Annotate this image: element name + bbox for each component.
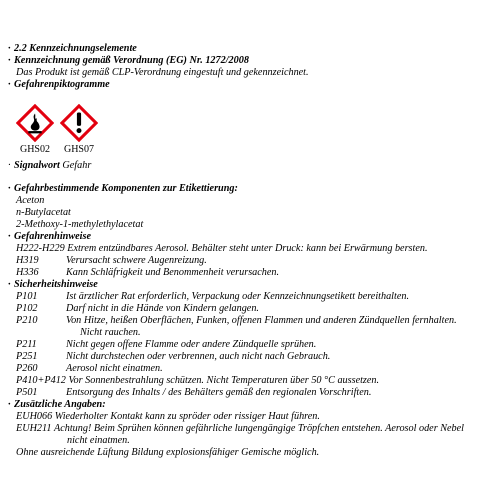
safety-item: P501 Entsorgung des Inhalts / des Behälters gemäß den regionalen Vorschriften.	[16, 387, 372, 398]
pictograms-heading: · Gefahrenpiktogramme	[8, 79, 110, 90]
exclamation-icon	[60, 104, 98, 142]
flame-icon	[16, 104, 54, 142]
components-section	[8, 183, 492, 459]
additional-footer: Ohne ausreichende Lüftung Bildung explosionsfähiger Gemische möglich.	[16, 447, 320, 458]
component-item: Aceton	[16, 195, 45, 206]
hazard-item: H336 Kann Schläfrigkeit und Benommenheit verursachen.	[16, 267, 280, 278]
signal-label: Signalwort	[14, 160, 60, 171]
section-2-2	[8, 43, 492, 91]
classification-text: Das Produkt ist gemäß CLP-Verordnung eingestuft und gekennzeichnet.	[16, 67, 309, 78]
component-item: n-Butylacetat	[16, 207, 71, 218]
safety-heading: · Sicherheitshinweise	[8, 279, 98, 290]
additional-item-cont: nicht einatmen.	[67, 435, 130, 446]
regulation-heading: · Kennzeichnung gemäß Verordnung (EG) Nr. 1272/2008	[8, 55, 249, 66]
pictogram-row	[16, 104, 98, 156]
component-item: 2-Methoxy-1-methylethylacetat	[16, 219, 144, 230]
pictogram-code: GHS07	[63, 144, 94, 155]
safety-item: P251 Nicht durchstechen oder verbrennen, auch nicht nach Gebrauch.	[16, 351, 331, 362]
hazard-heading: · Gefahrenhinweise	[8, 231, 91, 242]
additional-item: EUH211 Achtung! Beim Sprühen können gefährliche lungengängige Tröpfchen entstehen. Aerosol oder Nebel	[16, 423, 464, 434]
safety-item: P101 Ist ärztlicher Rat erforderlich, Verpackung oder Kennzeichnungsetikett bereithalten.	[16, 291, 410, 302]
safety-item: P410+P412 Vor Sonnenbestrahlung schützen. Nicht Temperaturen über 50 °C aussetzen.	[16, 375, 380, 386]
hazard-item: H222-H229 Extrem entzündbares Aerosol. Behälter steht unter Druck: kann bei Erwärmung bersten.	[16, 243, 428, 254]
safety-item: P260 Aerosol nicht einatmen.	[16, 363, 163, 374]
additional-item: EUH066 Wiederholter Kontakt kann zu spröder oder rissiger Haut führen.	[16, 411, 320, 422]
safety-item: P211 Nicht gegen offene Flamme oder andere Zündquelle sprühen.	[16, 339, 317, 350]
safety-item: P102 Darf nicht in die Hände von Kindern gelangen.	[16, 303, 259, 314]
safety-item-cont: Nicht rauchen.	[80, 327, 141, 338]
hazard-item: H319 Verursacht schwere Augenreizung.	[16, 255, 207, 266]
section-heading: · 2.2 Kennzeichnungselemente	[8, 43, 137, 54]
additional-heading: · Zusätzliche Angaben:	[8, 399, 106, 410]
safety-item: P210 Von Hitze, heißen Oberflächen, Funken, offenen Flammen und anderen Zündquellen fernhalten.	[16, 315, 457, 326]
signal-word: · Signalwort Gefahr	[8, 160, 92, 171]
pictogram-code: GHS02	[19, 144, 50, 155]
signal-value: Gefahr	[62, 160, 92, 171]
pictogram-ghs02	[16, 104, 54, 156]
pictogram-ghs07	[60, 104, 98, 156]
components-heading: · Gefahrbestimmende Komponenten zur Etikettierung:	[8, 183, 238, 194]
